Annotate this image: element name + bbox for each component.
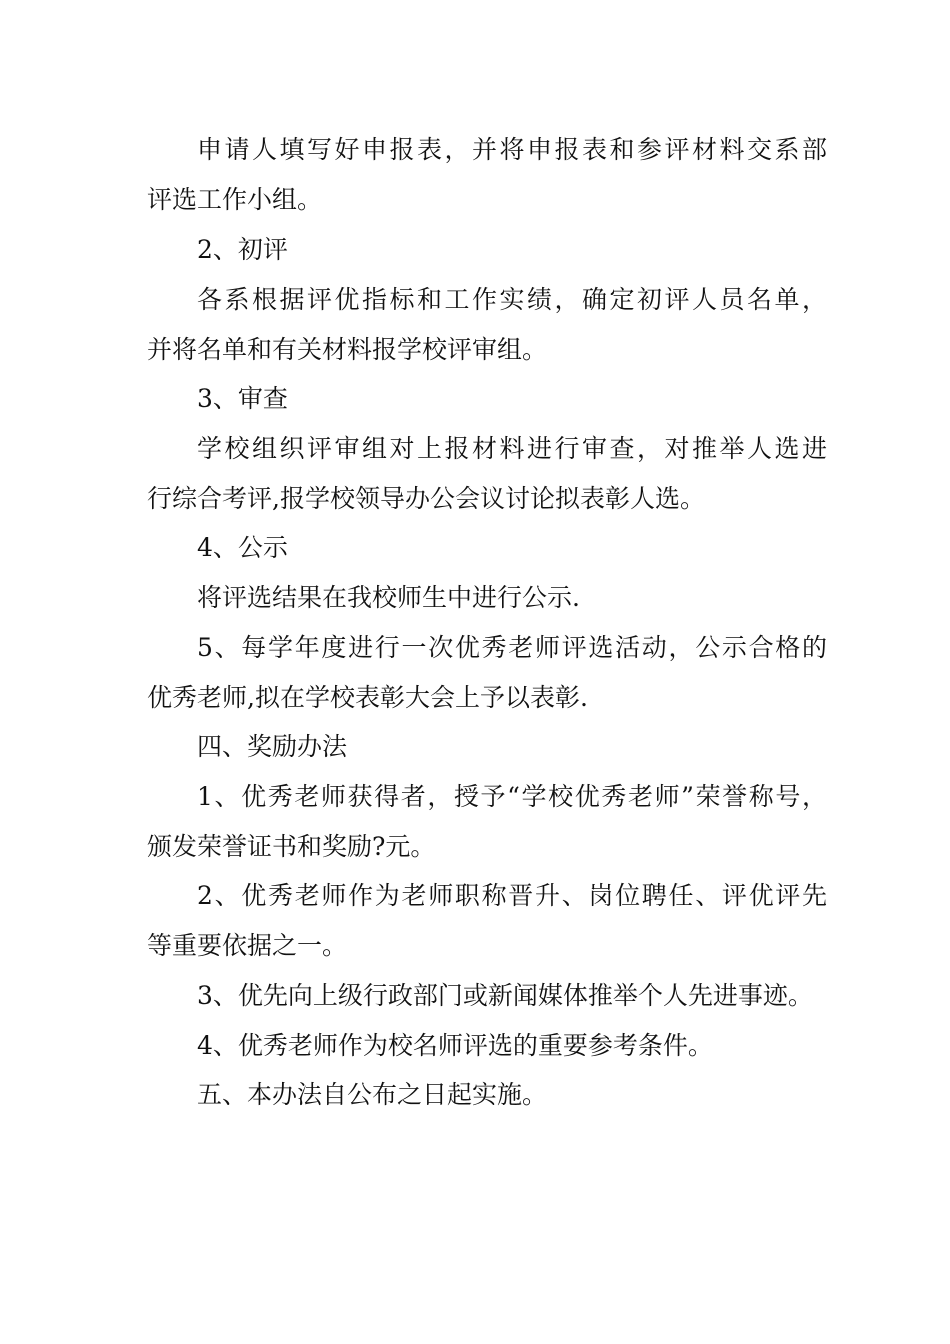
text-line: 2、优秀老师作为老师职称晋升、岗位聘任、评优评先 — [197, 881, 827, 910]
text-line: 5、每学年度进行一次优秀老师评选活动，公示合格的 — [197, 633, 827, 662]
text-line: 行综合考评,报学校领导办公会议讨论拟表彰人选。 — [147, 484, 705, 513]
text-line: 评选工作小组。 — [147, 185, 323, 214]
text-line: 学校组织评审组对上报材料进行审查，对推举人选进 — [197, 434, 827, 463]
text-line: 3、优先向上级行政部门或新闻媒体推举个人先进事迹。 — [197, 981, 813, 1010]
text-line: 申请人填写好申报表，并将申报表和参评材料交系部 — [197, 135, 827, 164]
text-line: 等重要依据之一。 — [147, 931, 348, 960]
section-heading: 2、初评 — [197, 235, 288, 264]
section-heading: 3、审查 — [197, 384, 288, 413]
section-heading: 4、公示 — [197, 533, 288, 562]
text-line: 各系根据评优指标和工作实绩，确定初评人员名单， — [197, 285, 827, 314]
text-line: 将评选结果在我校师生中进行公示. — [197, 583, 580, 612]
text-line: 1、优秀老师获得者，授予“学校优秀老师”荣誉称号， — [197, 782, 827, 811]
text-line: 4、优秀老师作为校名师评选的重要参考条件。 — [197, 1031, 713, 1060]
section-heading: 五、本办法自公布之日起实施。 — [197, 1080, 548, 1109]
section-heading: 四、奖励办法 — [197, 732, 348, 761]
text-line: 优秀老师,拟在学校表彰大会上予以表彰. — [147, 683, 588, 712]
text-line: 颁发荣誉证书和奖励?元。 — [147, 832, 436, 861]
text-line: 并将名单和有关材料报学校评审组。 — [147, 335, 548, 364]
